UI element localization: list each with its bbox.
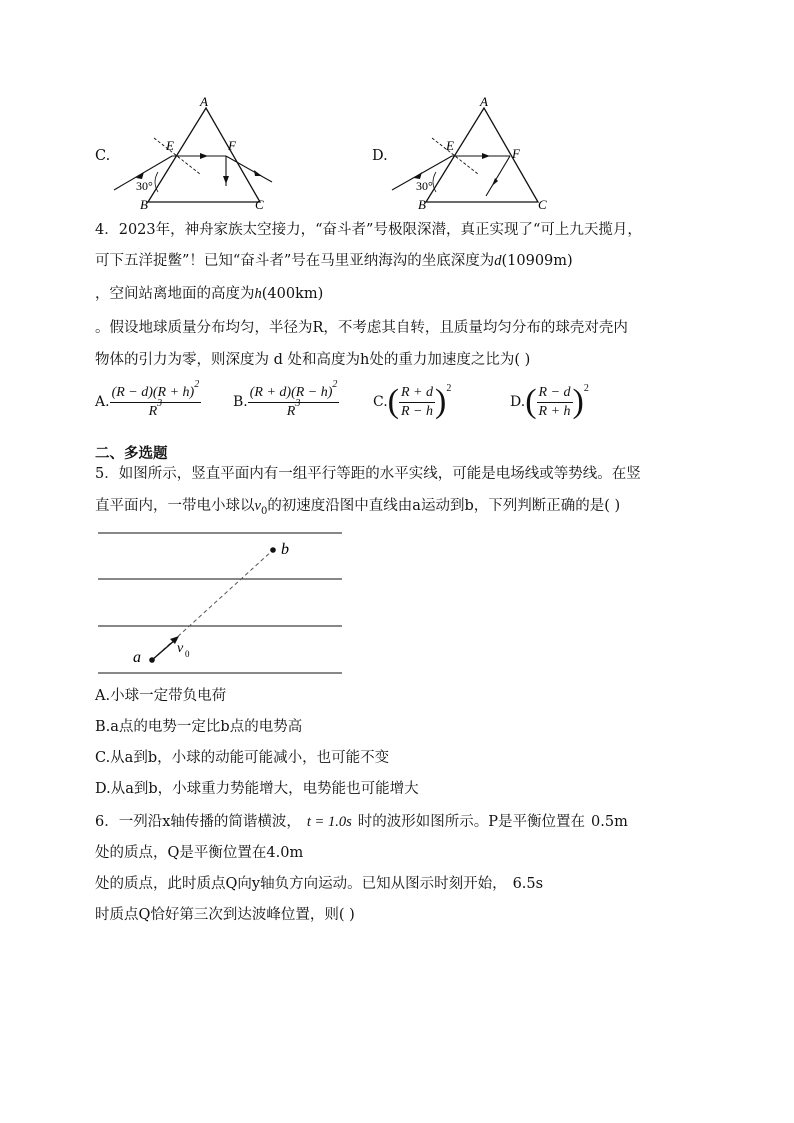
q5-option-b[interactable]: B.a点的电势一定比b点的电势高 bbox=[95, 719, 303, 735]
q6-line-1-rest: 时的波形如图所示。P是平衡位置在 bbox=[357, 814, 586, 830]
time-value: 6.5s bbox=[512, 876, 544, 892]
q4-line-3-text: ，空间站离地面的高度为 bbox=[95, 286, 255, 302]
right-paren: ) bbox=[572, 383, 584, 420]
height-value: (400km) bbox=[261, 286, 324, 302]
q3-figure-d bbox=[378, 92, 578, 212]
option-d-label: D. bbox=[510, 394, 526, 410]
q4-line-2-text: 可下五洋捉鳖”！已知“奋斗者”号在马里亚纳海沟的坐底深度为 bbox=[95, 253, 495, 269]
q4-line-5: 物体的引力为零，则深度为 d 处和高度为h处的重力加速度之比为( ) bbox=[95, 352, 531, 368]
numerator: R − d bbox=[537, 384, 573, 403]
label-f: F bbox=[512, 146, 520, 161]
arrow-icon bbox=[492, 178, 498, 186]
option-a-label: A. bbox=[95, 394, 110, 410]
q4-line-3 bbox=[95, 284, 323, 304]
label-v-sub: 0 bbox=[185, 649, 190, 659]
option-a-fraction bbox=[110, 378, 202, 421]
time-eq: t = 1.0s bbox=[306, 814, 352, 830]
q6-line-2-text: 处的质点，Q是平衡位置在 bbox=[95, 845, 267, 861]
var-v: v bbox=[254, 498, 261, 514]
reflected-ray bbox=[486, 156, 510, 196]
q6-line-1 bbox=[95, 812, 628, 832]
q6-line-3 bbox=[95, 874, 543, 894]
label-f: F bbox=[228, 138, 236, 153]
q3-option-d-label: D. bbox=[372, 148, 388, 164]
arrow-icon bbox=[414, 172, 422, 179]
exit-ray bbox=[226, 156, 272, 182]
option-d-fraction bbox=[537, 384, 573, 421]
q5-option-c[interactable]: C.从a到b，小球的动能可能减小，也可能不变 bbox=[95, 750, 390, 766]
point-b bbox=[270, 547, 276, 553]
arrow-icon bbox=[482, 153, 490, 159]
label-a: A bbox=[200, 94, 208, 109]
q3-option-c-label: C. bbox=[95, 148, 111, 164]
left-paren: ( bbox=[387, 383, 399, 420]
label-b: B bbox=[418, 197, 426, 212]
arrow-icon bbox=[136, 172, 144, 179]
exponent: 3 bbox=[157, 397, 163, 409]
option-b-fraction bbox=[248, 378, 340, 421]
point-a bbox=[149, 657, 155, 663]
right-paren: ) bbox=[435, 383, 447, 420]
label-c: C bbox=[538, 197, 547, 212]
exponent: 3 bbox=[295, 397, 301, 409]
q4-option-b[interactable] bbox=[233, 378, 339, 426]
denominator: R bbox=[286, 403, 296, 419]
label-e: E bbox=[446, 138, 454, 153]
q6-line-2 bbox=[95, 843, 303, 863]
numerator: (R + d)(R − h) bbox=[249, 384, 333, 400]
subscript: 0 bbox=[260, 505, 268, 517]
exponent: 2 bbox=[194, 378, 200, 390]
arrow-icon bbox=[254, 170, 262, 176]
option-b-label: B. bbox=[233, 394, 248, 410]
arrow-icon bbox=[223, 176, 229, 184]
left-paren: ( bbox=[525, 383, 537, 420]
q4-line-4: 。假设地球质量分布均匀，半径为R，不考虑其自转，且质量均匀分布的球壳对壳内 bbox=[95, 320, 628, 336]
denominator: R + h bbox=[538, 403, 571, 419]
q4-option-d[interactable] bbox=[510, 378, 589, 426]
label-a: a bbox=[133, 649, 141, 666]
denominator: R − h bbox=[401, 403, 433, 419]
q5-option-d[interactable]: D.从a到b，小球重力势能增大，电势能也可能增大 bbox=[95, 781, 419, 797]
q4-line-1: 4．2023年，神舟家族太空接力，“奋斗者”号极限深潜，真正实现了“可上九天揽月， bbox=[95, 222, 642, 238]
p-position: 0.5m bbox=[591, 814, 628, 830]
angle-label: 30° bbox=[416, 179, 433, 193]
q6-line-4: 时质点Q恰好第三次到达波峰位置，则( ) bbox=[95, 907, 355, 923]
option-c-label: C. bbox=[373, 394, 388, 410]
numerator: R + d bbox=[399, 384, 435, 403]
numerator: (R − d)(R + h) bbox=[111, 384, 195, 400]
q6-line-3-text: 处的质点，此时质点Q向y轴负方向运动。已知从图示时刻开始， bbox=[95, 876, 507, 892]
q5-option-a[interactable]: A.小球一定带负电荷 bbox=[95, 688, 227, 704]
q5-figure bbox=[95, 528, 355, 678]
q6-line-1-text: 6．一列沿x轴传播的简谐横波， bbox=[95, 814, 301, 830]
label-e: E bbox=[166, 138, 174, 153]
q5-line-2-rest: 的初速度沿图中直线由a运动到b，下列判断正确的是( ) bbox=[267, 498, 621, 514]
q4-option-a[interactable] bbox=[95, 378, 201, 426]
option-c-fraction bbox=[399, 384, 435, 421]
exponent: 2 bbox=[583, 382, 589, 394]
q5-line-2-text: 直平面内，一带电小球以 bbox=[95, 498, 255, 514]
q-position: 4.0m bbox=[266, 845, 304, 861]
arrow-icon bbox=[200, 153, 208, 159]
q5-line-1: 5．如图所示，竖直平面内有一组平行等距的水平实线，可能是电场线或等势线。在竖 bbox=[95, 466, 641, 482]
q4-line-2 bbox=[95, 251, 573, 271]
q5-line-2 bbox=[95, 496, 620, 522]
var-d: d bbox=[494, 253, 502, 269]
q3-figure-c bbox=[100, 92, 300, 212]
angle-label: 30° bbox=[136, 179, 153, 193]
velocity-vector bbox=[152, 640, 175, 660]
label-b: b bbox=[281, 541, 289, 558]
label-v: v bbox=[177, 641, 184, 656]
label-c: C bbox=[255, 197, 264, 212]
section-title: 二、多选题 bbox=[95, 446, 168, 462]
var-h: h bbox=[254, 286, 262, 302]
depth-value: (10909m) bbox=[501, 253, 573, 269]
exponent: 2 bbox=[332, 378, 338, 390]
q4-option-c[interactable] bbox=[373, 378, 451, 426]
label-a: A bbox=[480, 94, 488, 109]
exponent: 2 bbox=[446, 382, 452, 394]
denominator: R bbox=[148, 403, 158, 419]
label-b: B bbox=[140, 197, 148, 212]
